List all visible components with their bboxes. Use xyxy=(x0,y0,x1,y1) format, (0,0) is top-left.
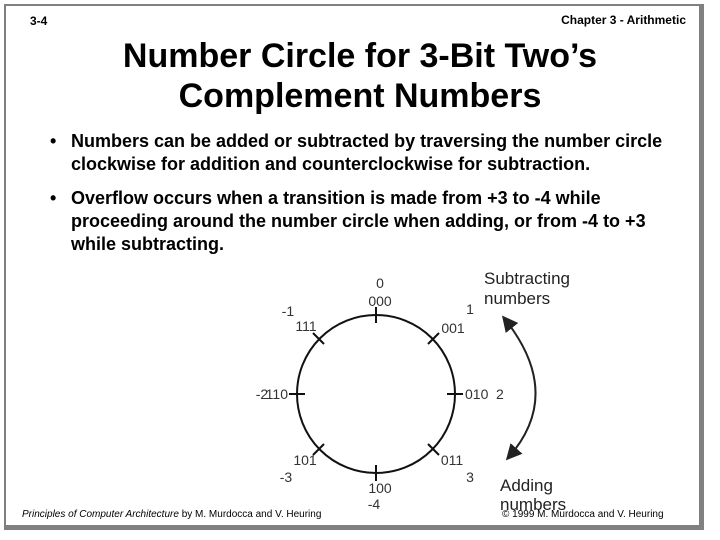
circle-binary-label: 010 xyxy=(465,386,489,402)
direction-arrow xyxy=(504,318,536,458)
footer-book-title: Principles of Computer Architecture xyxy=(22,509,179,520)
number-circle xyxy=(297,315,455,473)
circle-decimal-label: 1 xyxy=(466,301,474,317)
tick-mark xyxy=(313,333,324,344)
subtracting-label-line-2: numbers xyxy=(484,289,551,308)
page-number: 3-4 xyxy=(30,14,48,28)
chapter-title: Chapter 3 - Arithmetic xyxy=(561,13,686,27)
circle-decimal-label: 3 xyxy=(466,469,474,485)
adding-label-line-1: Adding xyxy=(500,476,553,495)
circle-binary-label: 100 xyxy=(368,480,392,496)
circle-decimal-label: -3 xyxy=(279,469,293,485)
slide-title-line-1: Number Circle for 3-Bit Two’s xyxy=(122,37,598,75)
bullet-dot-icon: • xyxy=(50,131,57,151)
circle-binary-label: 111 xyxy=(295,318,317,334)
footer-book-authors: by M. Murdocca and V. Heuring xyxy=(178,509,322,520)
bullet-dot-icon: • xyxy=(50,188,57,208)
circle-decimal-label: 2 xyxy=(496,386,504,402)
bullet-text: Numbers can be added or subtracted by traversing the number circle clockwise for addition and counterclockwise for subtraction. xyxy=(71,131,663,174)
circle-binary-label: 000 xyxy=(368,293,392,309)
subtracting-label-line-1: Subtracting xyxy=(484,269,570,288)
circle-binary-label: 001 xyxy=(441,320,465,336)
circle-decimal-label: -4 xyxy=(367,496,381,512)
slide-title-line-2: Complement Numbers xyxy=(178,77,542,115)
tick-mark xyxy=(428,333,439,344)
circle-binary-label: 110 xyxy=(265,386,288,402)
bullet-text: Overflow occurs when a transition is made from +3 to -4 while proceeding around the number circle when adding, or from -4 to +3 while subtracting. xyxy=(71,188,646,254)
circle-decimal-label: -2 xyxy=(255,386,269,402)
footer-citation xyxy=(22,509,321,520)
circle-binary-label: 011 xyxy=(440,452,464,468)
tick-mark xyxy=(428,444,439,455)
footer-copyright: © 1999 M. Murdocca and V. Heuring xyxy=(502,509,664,520)
circle-decimal-label: -1 xyxy=(281,303,295,319)
adding-label-line-2: numbers xyxy=(500,495,567,514)
circle-decimal-label: 0 xyxy=(376,275,384,291)
circle-binary-label: 101 xyxy=(293,452,317,468)
